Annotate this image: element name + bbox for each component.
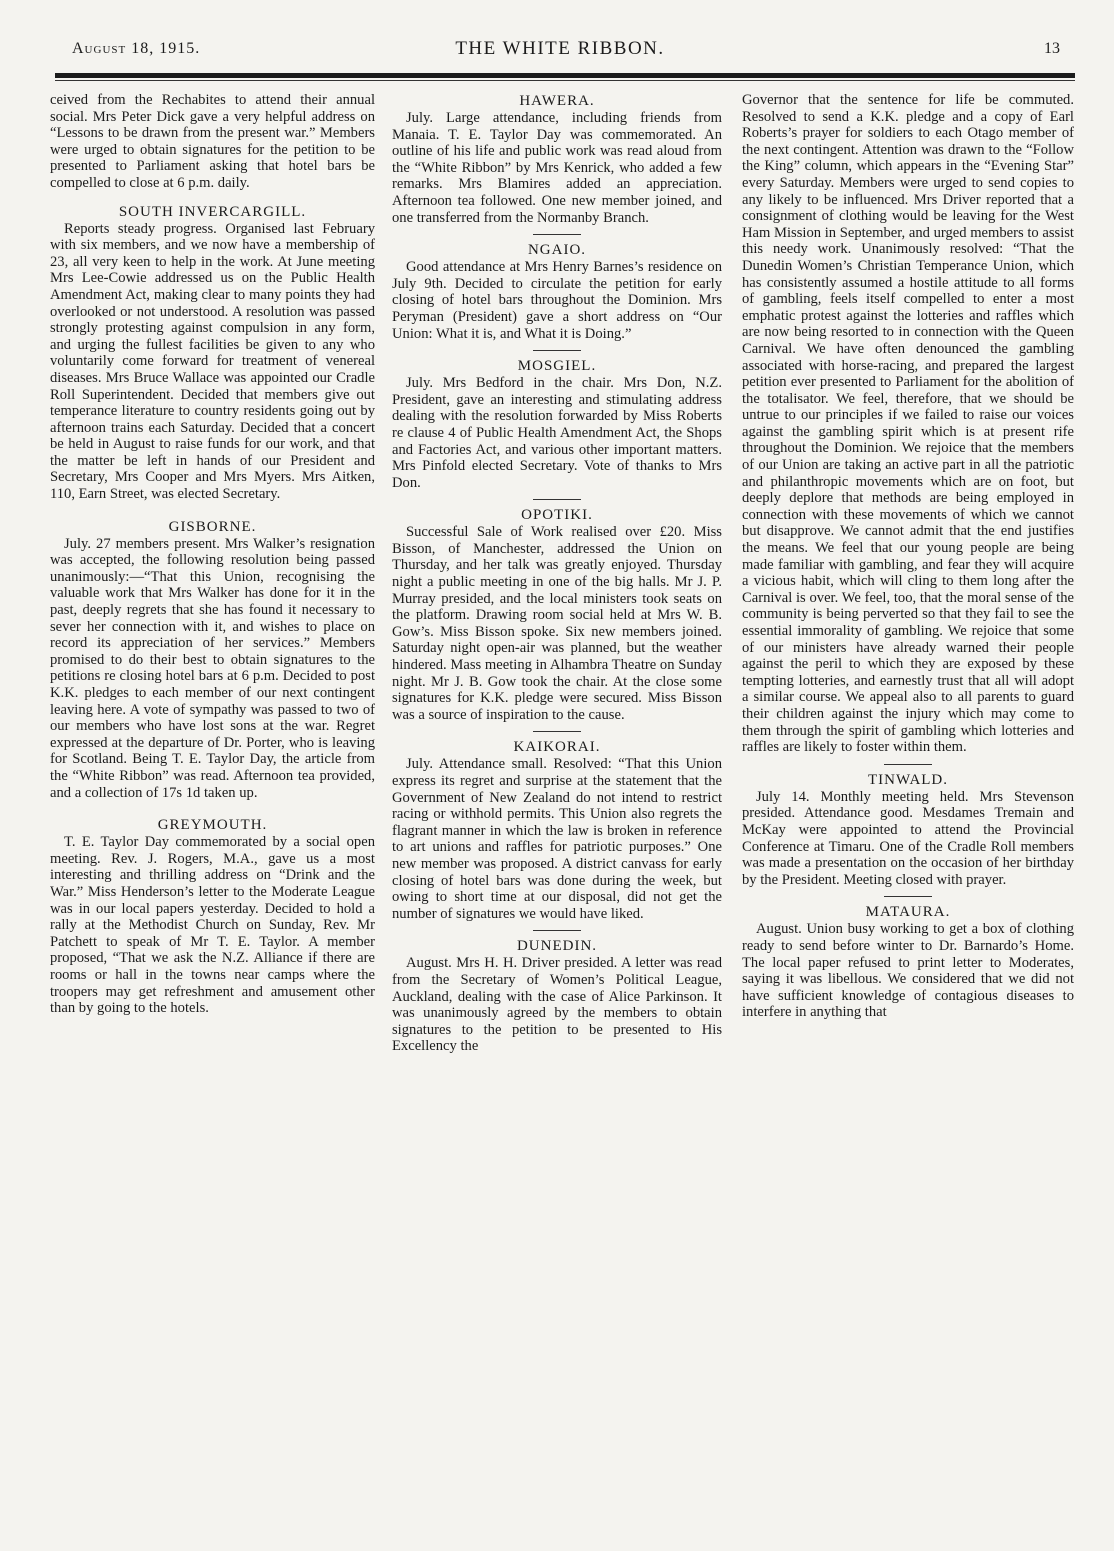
report-dunedin-continued: Governor that the sentence for life be commuted. Resolved to send a K.K. pledge and a copy of Earl Roberts’s prayer for soldiers to each Otago member of the next contingent. Attention was drawn to the “Follow the King” column, which appears in the “Evening Star” every Saturday. Members were urged to send copies to any likely to be influenced. Mrs Driver reported that a consignment of clothing would be leaving for the West Ham Mission in September, and urged members to assist this needy work. Unanimously resolved: “That the Dunedin Women’s Christian Temperance Union, which has consistently assumed a hostile attitude to all forms of gambling, feels itself compelled to enter a most emphatic protest against the lotteries and raffles which are now being resorted to in connection with the Queen Carnival. We have often denounced the gambling associated with horse-racing, and prepared the largest petition ever presented to Parliament for the abolition of the totalisator. We feel, therefore, that we should be untrue to our principles if we failed to raise our voices against the gambling spirit which is at present rife throughout the Dominion. We rejoice that the members of our Union are taking an active part in all the patriotic and philanthropic movements which are on foot, but deeply deplore that methods are being employed in connection with these movements of which we cannot but disapprove. We cannot admit that the end justifies the means. We feel that our young people are being made familiar with gambling, and fear they will acquire a vicious habit, which will cling to them long after the Carnival is over. We feel, too, that the moral sense of the community is being perverted so that they fail to see the essential immorality of gambling. We rejoice that some of our ministers have already warned their people against the peril to which they are exposed by these tempting lotteries, and earnestly trust that all will adopt a similar course. We appeal also to all parents to guard their children against the injury which may come to them through the spirit of gambling which lotteries and raffles are likely to foster within them. bbox=[742, 92, 1074, 756]
header-rule bbox=[55, 73, 1075, 78]
report-south-invercargill: Reports steady progress. Organised last February with six members, and we now have a membership of 23, all very keen to help in the work. At June meeting Mrs Lee-Cowie addressed us on the Public Health Amendment Act, making clear to many points they had overlooked or not understood. A resolution was passed strongly protesting against compulsion in any form, and urging the fullest facilities be given to any who voluntarily come forward for treatment of venereal diseases. Mrs Bruce Wallace was appointed our Cradle Roll Superintendent. Decided that members give out temperance literature to country residents going out by afternoon trains each Saturday. Decided that a concert be held in August to raise funds for our work, and that the matter be left in hands of our President and Secretary, Mrs Cooper and Mrs Myers. Mrs Aitken, 110, Earn Street, was elected Secretary. bbox=[50, 220, 375, 503]
report-gisborne: July. 27 members present. Mrs Walker’s resignation was accepted, the following resolution being passed unanimously:—“That this Union, recognising the valuable work that Mrs Walker has done for it in the past, deeply regrets that she has found it necessary to sever her connection with it, and wishes to place on record its appreciation of her services.” Members promised to do their best to obtain signatures to the petitions re closing hotel bars at 6 p.m. Decided to post K.K. pledges to each member of our next contingent leaving here. A vote of sympathy was passed to two of our members who have lost sons at the war. Regret expressed at the departure of Dr. Porter, who is leaving for Scotland. Being T. E. Taylor Day, the article from the “White Ribbon” was read. Afternoon tea provided, and a collection of 17s 1d taken up. bbox=[50, 535, 375, 801]
report-opotiki: Successful Sale of Work realised over £20. Miss Bisson, of Manchester, addressed the Union on Thursday, and her talk was greatly enjoyed. Thursday night a public meeting in one of the big halls. Mr J. P. Murray presided, and the local ministers took seats on the platform. Drawing room social held at Mrs W. B. Gow’s. Miss Bisson spoke. Six new members joined. Saturday night open-air was planned, but the weather hindered. Mass meeting in Alhambra Theatre on Sunday night. Mr J. B. Gow took the chair. At the close some signatures for K.K. pledge were secured. Miss Bisson was a source of inspiration to the cause. bbox=[392, 524, 722, 723]
section-title-kaikorai: KAIKORAI. bbox=[513, 739, 601, 756]
section-divider bbox=[533, 350, 581, 351]
report-greymouth: T. E. Taylor Day commemorated by a social open meeting. Rev. J. Rogers, M.A., gave us a most interesting and thrilling address on “Drink and the War.” Miss Henderson’s letter to the Moderate League was in our local papers yesterday. Decided to hold a rally at the Methodist Church on Sunday, Rev. Mr Patchett to speak of Mr T. E. Taylor. A member proposed, “That we ask the N.Z. Alliance if there are rooms or hall in the towns near camps where the troopers may get refreshment and amusement other than by going to the hotels. bbox=[50, 834, 375, 1017]
section-divider bbox=[533, 499, 581, 500]
section-title-gisborne: GISBORNE. bbox=[168, 518, 257, 535]
section-title-dunedin: DUNEDIN. bbox=[516, 938, 598, 955]
report-ngaio: Good attendance at Mrs Henry Barnes’s residence on July 9th. Decided to circulate the petition for early closing of hotel bars throughout the Dominion. Mrs Peryman (President) gave a short address on “Our Union: What it is, and What it is Doing.” bbox=[392, 259, 722, 342]
section-title-hawera: HAWERA. bbox=[519, 93, 595, 109]
report-mosgiel: July. Mrs Bedford in the chair. Mrs Don, N.Z. President, gave an interesting and stimulating address dealing with the resolution forwarded by Miss Roberts re clause 4 of Public Health Amendment Act, the Shops and Factories Act, and various other important matters. Mrs Pinfold elected Secretary. Vote of thanks to Mrs Don. bbox=[392, 375, 722, 491]
newspaper-title: THE WHITE RIBBON. bbox=[455, 38, 665, 59]
report-dunedin: August. Mrs H. H. Driver presided. A letter was read from the Secretary of Women’s Political League, Auckland, dealing with the case of Alice Parkinson. It was unanimously agreed by the members to obtain signatures to the petition to be presented to His Excellency the bbox=[392, 955, 722, 1055]
section-title-ngaio: NGAIO. bbox=[527, 242, 587, 259]
section-title-opotiki: OPOTIKI. bbox=[521, 507, 593, 524]
section-divider bbox=[533, 234, 581, 235]
section-title-mosgiel: MOSGIEL. bbox=[517, 358, 597, 375]
report-hawera: July. Large attendance, including friends from Manaia. T. E. Taylor Day was commemorated. An outline of his life and public work was read aloud from the “White Ribbon” by Mrs Kenrick, who added a few remarks. Mrs Blamires added an appreciation. Afternoon tea followed. One new member joined, and one transferred from the Normanby Branch. bbox=[392, 110, 722, 226]
column-2 bbox=[392, 92, 722, 1055]
section-divider bbox=[884, 896, 932, 897]
section-divider bbox=[884, 764, 932, 765]
column-1 bbox=[50, 92, 375, 1017]
section-divider bbox=[533, 930, 581, 931]
report-mataura: August. Union busy working to get a box of clothing ready to send before winter to Dr. Barnardo’s Home. The local paper refused to print letter to Moderates, saying it was libellous. We considered that we did not have sufficient knowledge of contagious diseases to interfere in anything that bbox=[742, 921, 1074, 1021]
section-title-tinwald: TINWALD. bbox=[867, 771, 949, 788]
page-number: 13 bbox=[1044, 40, 1060, 57]
section-title-south-invercargill: SOUTH INVERCARGILL. bbox=[118, 203, 307, 220]
section-title-greymouth: GREYMOUTH. bbox=[157, 817, 268, 834]
section-divider bbox=[533, 731, 581, 732]
masthead bbox=[60, 36, 1060, 66]
issue-date: August 18, 1915. bbox=[72, 40, 201, 57]
column-3 bbox=[742, 92, 1074, 1021]
report-tinwald: July 14. Monthly meeting held. Mrs Stevenson presided. Attendance good. Mesdames Tremain and McKay were appointed to attend the Provincial Conference at Timaru. One of the Cradle Roll members was made a presentation on the occasion of her birthday by the President. Meeting closed with prayer. bbox=[742, 788, 1074, 888]
continued-report: ceived from the Rechabites to attend their annual social. Mrs Peter Dick gave a very helpful address on “Lessons to be drawn from the present war.” Members were urged to obtain signatures for the petition to be presented to Parliament asking that hotel bars be compelled to close at 6 p.m. daily. bbox=[50, 92, 375, 191]
header-rule-thin bbox=[55, 80, 1075, 81]
report-kaikorai: July. Attendance small. Resolved: “That this Union express its regret and surprise at the statement that the Government of New Zealand do not intend to restrict racing or withhold permits. This Union also regrets the flagrant manner in which the law is broken in reference to art unions and raffles for patriotic purposes.” One new member was proposed. A district canvass for early closing of hotel bars was done during the week, but owing to short time at our disposal, did not get the number of signatures we would have liked. bbox=[392, 756, 722, 922]
section-title-mataura: MATAURA. bbox=[865, 904, 951, 921]
